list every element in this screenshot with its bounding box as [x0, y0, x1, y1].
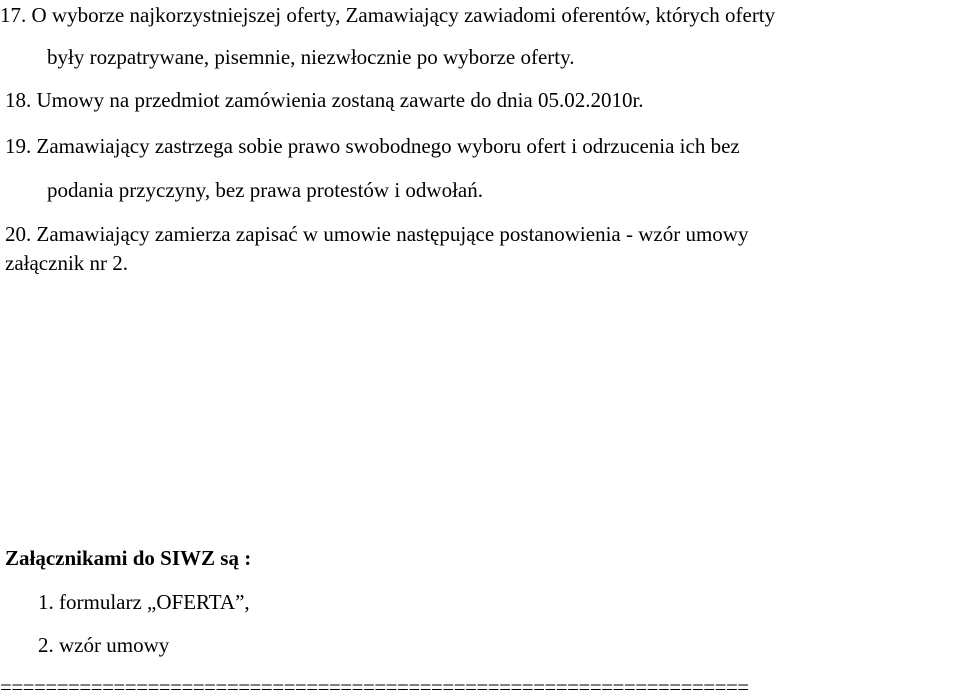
attachment-number-2: 2. [38, 633, 54, 657]
item-20-line-2: załącznik nr 2. [5, 251, 129, 275]
item-17-line-1 [0, 3, 775, 27]
item-19-line-1 [5, 134, 740, 158]
item-20-text: Zamawiający zamierza zapisać w umowie następujące postanowienia - wzór umowy [36, 222, 749, 246]
separator-line: ================================================================== [0, 675, 749, 699]
item-17-text: O wyborze najkorzystniejszej oferty, Zamawiający zawiadomi oferentów, których oferty [31, 3, 776, 27]
item-18-line-1 [5, 88, 644, 112]
item-18-number: 18. [5, 88, 32, 112]
item-17-number: 17. [0, 3, 27, 27]
attachment-item-2 [38, 633, 169, 657]
attachment-item-1 [38, 590, 250, 614]
attachments-heading: Załącznikami do SIWZ są : [5, 546, 252, 570]
item-19-number: 19. [5, 134, 32, 158]
item-17-line-2: były rozpatrywane, pisemnie, niezwłocznie po wyborze oferty. [47, 45, 575, 69]
item-19-text: Zamawiający zastrzega sobie prawo swobodnego wyboru ofert i odrzucenia ich bez [36, 134, 740, 158]
attachment-text-2: wzór umowy [59, 633, 170, 657]
item-20-line-1 [5, 222, 748, 246]
item-18-text: Umowy na przedmiot zamówienia zostaną zawarte do dnia 05.02.2010r. [36, 88, 644, 112]
item-20-number: 20. [5, 222, 32, 246]
item-19-line-2: podania przyczyny, bez prawa protestów i odwołań. [47, 178, 483, 202]
attachment-text-1: formularz „OFERTA”, [59, 590, 250, 614]
attachment-number-1: 1. [38, 590, 54, 614]
